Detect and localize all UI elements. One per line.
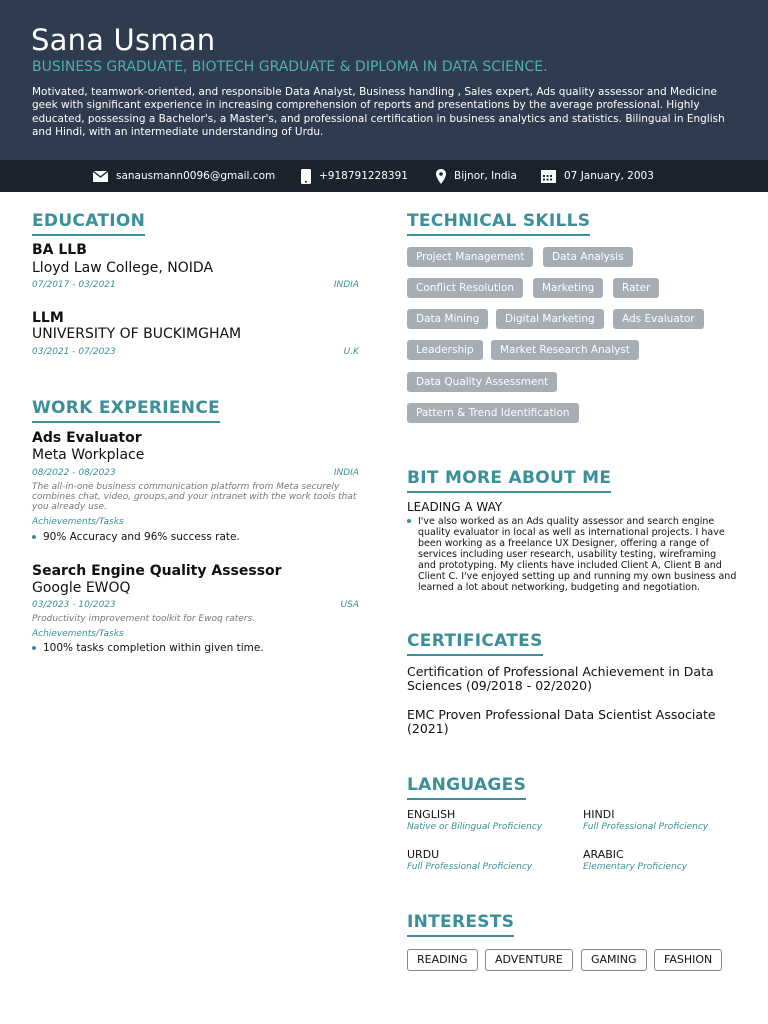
job-description: The all-in-one business communication platform from Meta securely combines chat, video, groups,and your intranet with the work tools that you already use. [32,482,357,512]
candidate-subtitle: BUSINESS GRADUATE, BIOTECH GRADUATE & DIPLOMA IN DATA SCIENCE. [32,59,548,75]
skill-tag: Leadership [407,340,483,360]
contact-bar [0,160,768,192]
language-name: HINDI [583,808,615,821]
skill-tag: Market Research Analyst [491,340,639,360]
job-description: Productivity improvement toolkit for Ewoq raters. [32,614,256,624]
interest-tag: ADVENTURE [485,949,573,971]
skill-tag: Ads Evaluator [613,309,704,329]
job-location: INDIA [333,468,359,478]
location-text: Bijnor, India [454,170,517,182]
achievements-label: Achievements/Tasks [32,517,124,527]
summary: Motivated, teamwork-oriented, and responsible Data Analyst, Business handling , Sales expert, Ads quality assessor and Medicine geek with significant experience in increasing comprehension of reports and presentations by the average professional. Highly educated, possessing a Bachelor's, a Master's, and professional certification in business analytics and statistics. Bilingual in English and Hindi, with an intermediate understanding of Urdu. [32,86,725,139]
job-dates: 03/2023 - 10/2023 [32,600,116,610]
achievements-label: Achievements/Tasks [32,629,124,639]
education-dates: 07/2017 - 03/2021 [32,280,116,290]
technical-skills-title: TECHNICAL SKILLS [407,211,590,236]
about-heading: LEADING A WAY [407,500,503,514]
language-name: URDU [407,848,440,861]
contact-email[interactable] [93,160,275,192]
language-level: Native or Bilingual Proficiency [407,822,543,832]
achievement-text: 90% Accuracy and 96% success rate. [43,531,240,543]
language-name: ARABIC [583,848,624,861]
skill-tag: Data Analysis [543,247,633,267]
contact-phone[interactable] [301,160,408,192]
certificates-title: CERTIFICATES [407,631,543,656]
header [0,0,768,160]
about-text: I've also worked as an Ads quality assessor and search engine quality evaluator in local as well as international projects. I have been working as a freelance UX Designer, offering a range of services including user research, usability testing, wireframing and prototyping. My clients have included Client A, Client B and Client C. I've enjoyed setting up and running my own business and learned a lot about networking, budgeting and negotiation. [418,516,737,593]
education-title: EDUCATION [32,211,145,236]
skill-tag: Pattern & Trend Identification [407,403,579,423]
skill-tag: Marketing [533,278,603,298]
education-degree: BA LLB [32,242,87,258]
achievement-item [32,642,264,654]
job-company: Google EWOQ [32,580,131,596]
achievement-text: 100% tasks completion within given time. [43,642,264,654]
languages-title: LANGUAGES [407,775,526,800]
certificate-item: EMC Proven Professional Data Scientist Associate (2021) [407,707,716,736]
education-school: UNIVERSITY OF BUCKIMGHAM [32,326,242,342]
job-dates: 08/2022 - 08/2023 [32,468,116,478]
email-text: sanausmann0096@gmail.com [116,170,276,182]
envelope-icon [93,171,108,182]
education-location: INDIA [333,280,359,290]
interest-tag: READING [407,949,478,971]
bullet-icon [407,519,411,523]
achievement-item [32,531,240,543]
interest-tag: FASHION [654,949,722,971]
phone-text: +918791228391 [319,170,408,182]
language-level: Full Professional Proficiency [583,822,709,832]
certificate-item: Certification of Professional Achievement in Data Sciences (09/2018 - 02/2020) [407,664,714,693]
birthdate-text: 07 January, 2003 [564,170,654,182]
skill-tag: Data Mining [407,309,488,329]
calendar-icon [541,169,556,183]
skill-tag: Conflict Resolution [407,278,523,298]
bullet-icon [32,535,36,539]
education-location: U.K [343,347,359,357]
location-pin-icon [436,169,446,184]
job-role: Search Engine Quality Assessor [32,563,282,579]
work-experience-title: WORK EXPERIENCE [32,398,220,423]
bullet-icon [32,646,36,650]
interest-tag: GAMING [581,949,647,971]
language-level: Elementary Proficiency [583,862,688,872]
job-location: USA [340,600,359,610]
phone-icon [301,169,311,184]
candidate-name: Sana Usman [31,23,216,57]
contact-birthdate [541,160,654,192]
skill-tag: Rater [613,278,659,298]
language-name: ENGLISH [407,808,456,821]
job-company: Meta Workplace [32,447,145,463]
about-title: BIT MORE ABOUT ME [407,468,611,493]
skill-tag: Digital Marketing [496,309,604,329]
interests-title: INTERESTS [407,912,514,937]
skill-tag: Project Management [407,247,533,267]
about-item [407,516,737,593]
job-role: Ads Evaluator [32,430,142,446]
education-school: Lloyd Law College, NOIDA [32,260,214,276]
education-dates: 03/2021 - 07/2023 [32,347,116,357]
contact-location [436,160,517,192]
language-level: Full Professional Proficiency [407,862,533,872]
skill-tag: Data Quality Assessment [407,372,557,392]
education-degree: LLM [32,310,64,326]
